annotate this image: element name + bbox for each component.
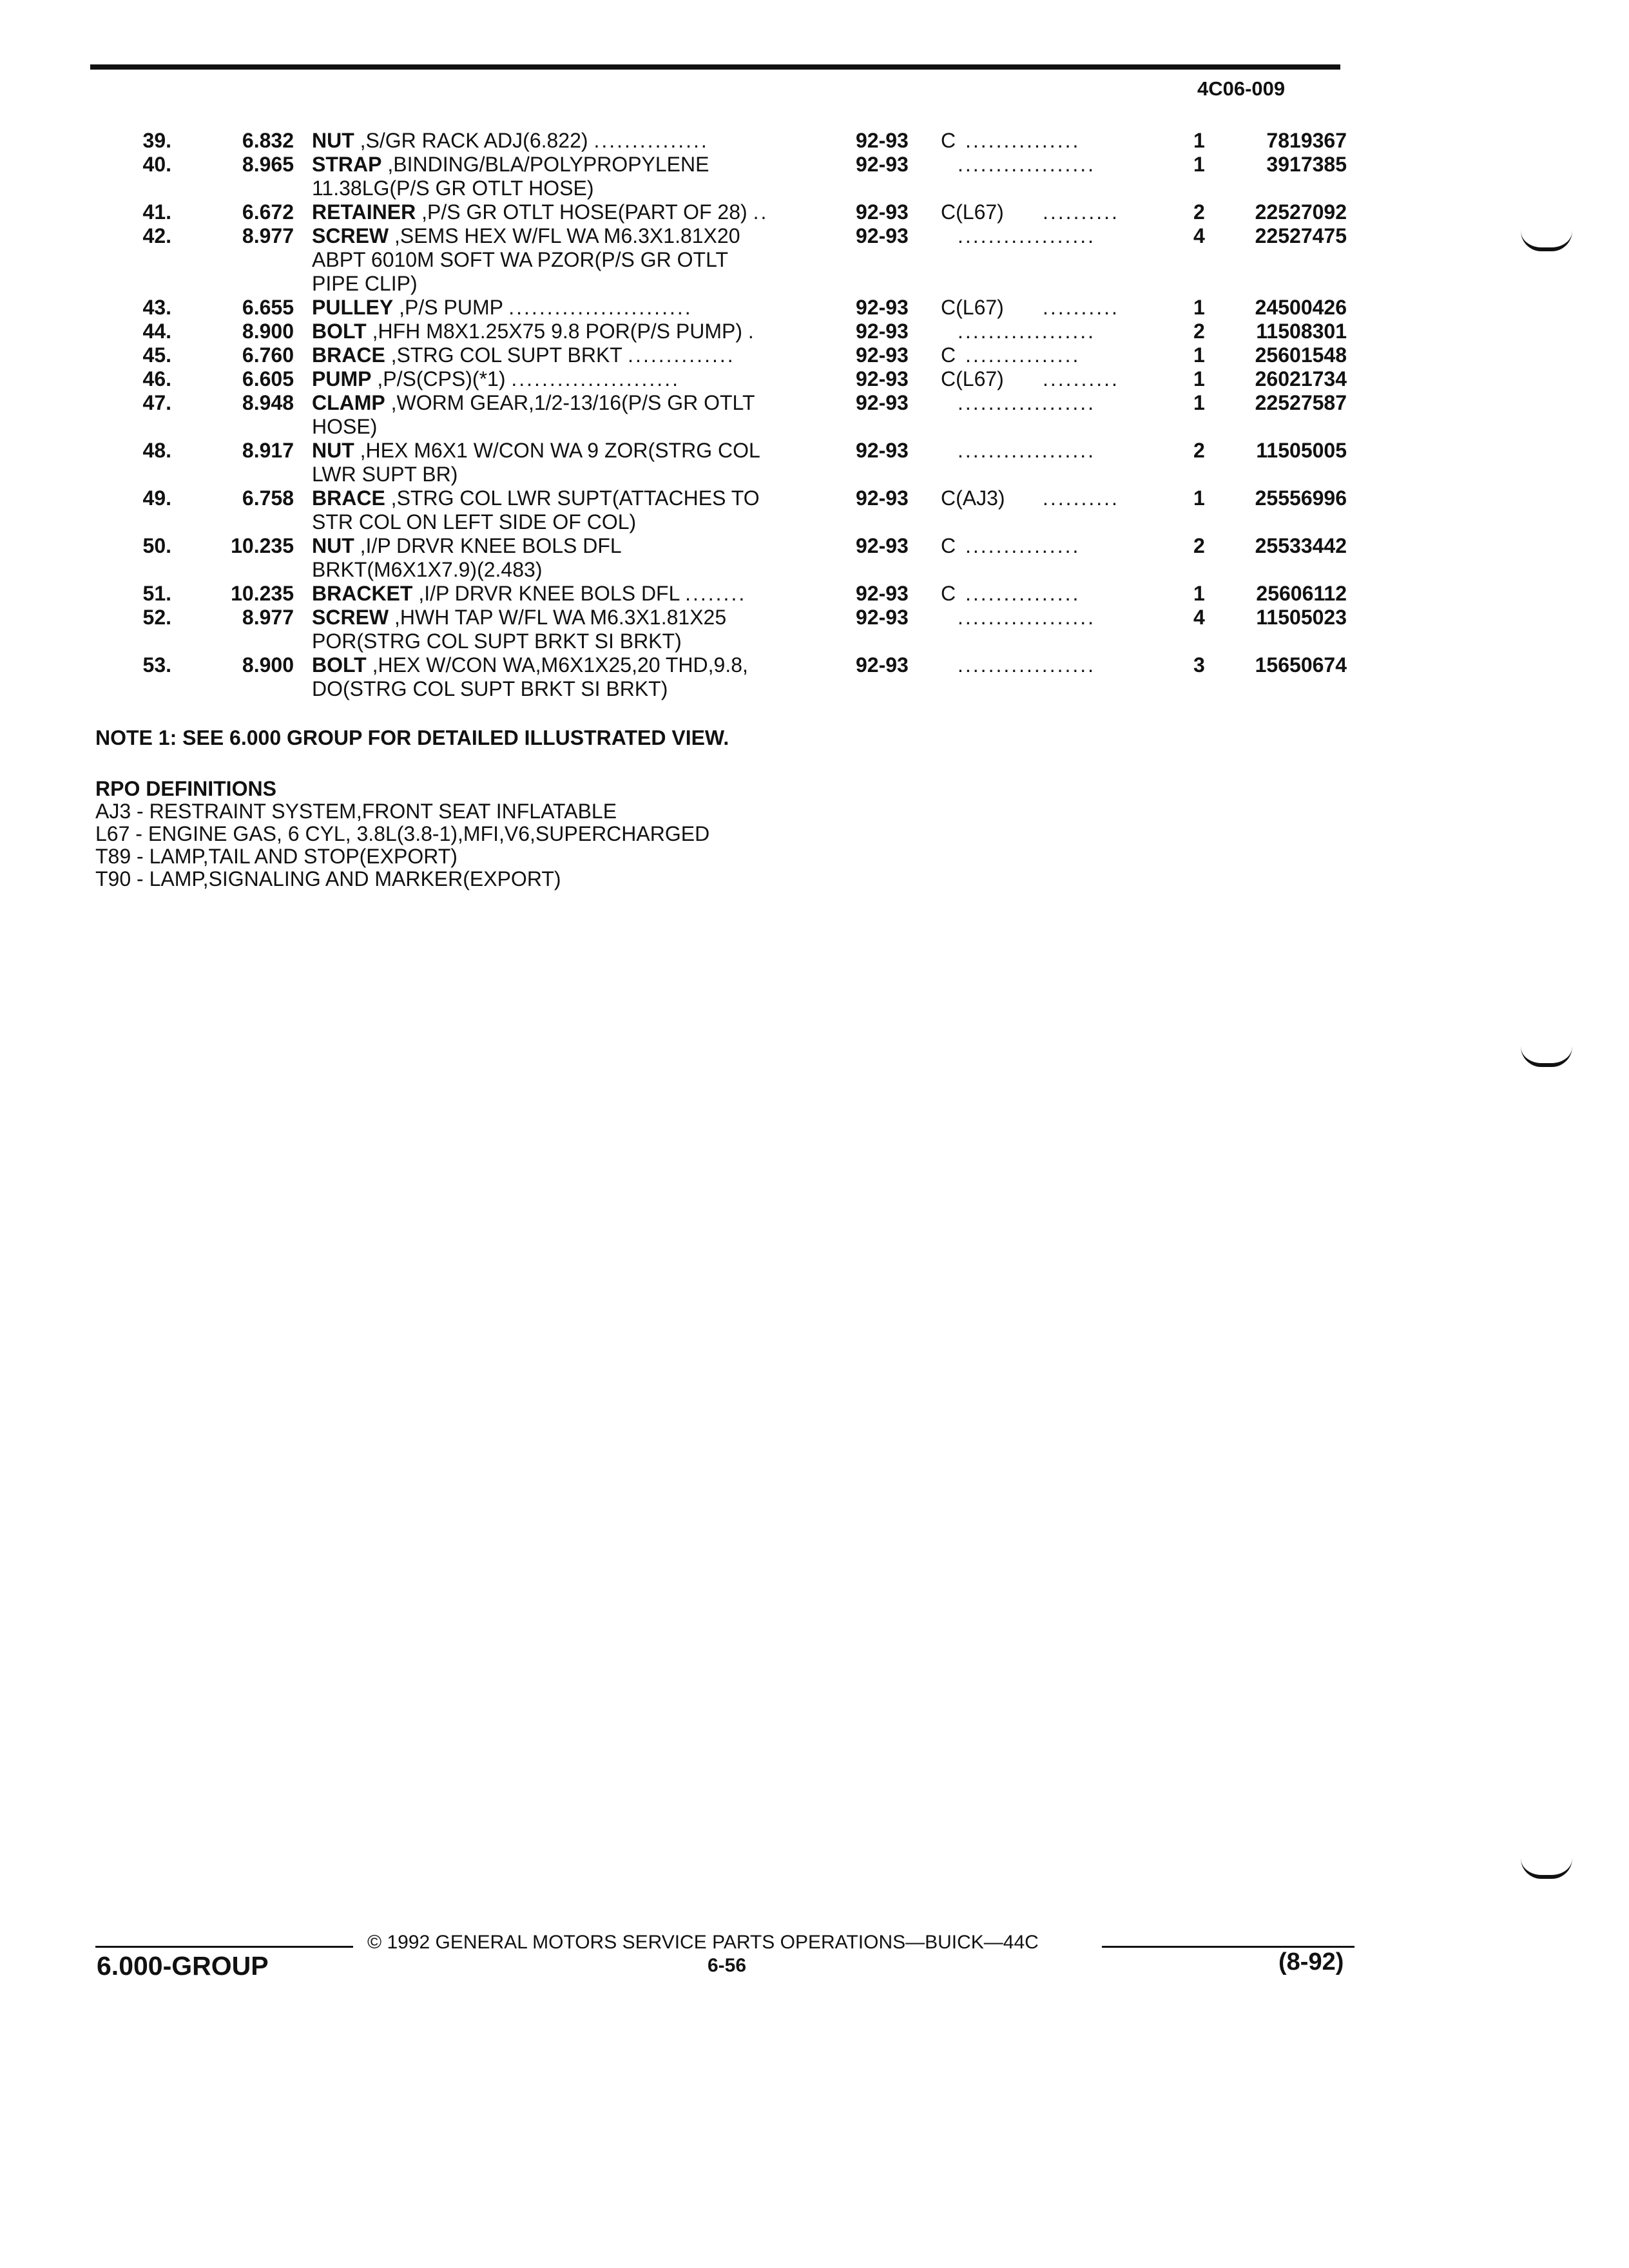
- option-code: C(AJ3): [941, 486, 1005, 510]
- quantity: 1: [1193, 391, 1205, 414]
- leader-dots: ..................: [958, 153, 1096, 176]
- parts-row-continuation: [0, 558, 1629, 582]
- leader-dots: ..........: [1043, 486, 1119, 510]
- quantity: 1: [1193, 343, 1205, 367]
- group-number: 6.758: [242, 486, 294, 510]
- part-detail: ,P/S GR OTLT HOSE(PART OF 28): [421, 200, 747, 224]
- part-detail: ,HEX M6X1 W/CON WA 9 ZOR(STRG COL: [360, 439, 760, 462]
- part-description: [312, 153, 709, 177]
- parts-row: [0, 343, 1629, 367]
- leader-dots: ..................: [958, 320, 1096, 343]
- part-detail: ,HWH TAP W/FL WA M6.3X1.81X25: [394, 606, 727, 629]
- part-description: [312, 534, 622, 558]
- group-number: 8.977: [242, 224, 294, 247]
- leader-dots: ...............: [965, 534, 1081, 557]
- parts-row: [0, 200, 1629, 224]
- part-name: PUMP: [312, 367, 372, 390]
- leader-dots: ........: [685, 582, 747, 605]
- parts-row: [0, 153, 1629, 177]
- part-name: SCREW: [312, 224, 389, 247]
- group-number: 8.948: [242, 391, 294, 414]
- part-description: POR(STRG COL SUPT BRKT SI BRKT): [312, 629, 682, 653]
- rpo-item: T89 - LAMP,TAIL AND STOP(EXPORT): [95, 845, 458, 868]
- parts-row: [0, 439, 1629, 463]
- quantity: 2: [1193, 320, 1205, 343]
- item-number: 44.: [142, 320, 171, 343]
- page-code: 4C06-009: [1197, 77, 1286, 100]
- footer-rule-right: [1102, 1946, 1354, 1948]
- parts-row: [0, 486, 1629, 510]
- part-description: HOSE): [312, 415, 378, 438]
- quantity: 3: [1193, 653, 1205, 677]
- rpo-heading: RPO DEFINITIONS: [95, 777, 276, 800]
- part-name: BRACKET: [312, 582, 413, 605]
- group-number: 8.965: [242, 153, 294, 176]
- parts-row-continuation: [0, 510, 1629, 534]
- part-detail: ,HEX W/CON WA,M6X1X25,20 THD,9.8,: [372, 653, 748, 677]
- part-description: 11.38LG(P/S GR OTLT HOSE): [312, 177, 594, 200]
- model-years: 92-93: [856, 439, 909, 462]
- group-number: 6.605: [242, 367, 294, 390]
- quantity: 2: [1193, 200, 1205, 224]
- quantity: 1: [1193, 582, 1205, 605]
- group-number: 10.235: [231, 582, 294, 605]
- part-number: 24500426: [1255, 296, 1347, 319]
- leader-dots: ..........: [1043, 367, 1119, 390]
- option-code: C(L67): [941, 367, 1004, 390]
- item-number: 40.: [142, 153, 171, 176]
- part-description: [312, 224, 740, 248]
- part-name: BRACE: [312, 486, 385, 510]
- part-description: [312, 129, 709, 153]
- item-number: 39.: [142, 129, 171, 152]
- footer-date: (8-92): [1278, 1948, 1344, 1975]
- leader-dots: ........................: [508, 296, 693, 319]
- part-name: BRACE: [312, 343, 385, 367]
- part-description: [312, 391, 755, 415]
- model-years: 92-93: [856, 582, 909, 605]
- model-years: 92-93: [856, 153, 909, 176]
- option-code: C(L67): [941, 200, 1004, 224]
- part-detail: ,I/P DRVR KNEE BOLS DFL: [360, 534, 622, 557]
- parts-row-continuation: [0, 248, 1629, 272]
- leader-dots: ..................: [958, 439, 1096, 462]
- part-number: 25556996: [1255, 486, 1347, 510]
- part-description: [312, 606, 726, 629]
- part-detail: ,BINDING/BLA/POLYPROPYLENE: [387, 153, 709, 176]
- group-number: 8.977: [242, 606, 294, 629]
- footer-group: 6.000-GROUP: [97, 1951, 269, 1981]
- part-name: NUT: [312, 534, 354, 557]
- part-name: CLAMP: [312, 391, 385, 414]
- quantity: 1: [1193, 296, 1205, 319]
- parts-row: [0, 582, 1629, 606]
- parts-row: [0, 129, 1629, 153]
- part-detail: ,SEMS HEX W/FL WA M6.3X1.81X20: [394, 224, 740, 247]
- quantity: 4: [1193, 224, 1205, 247]
- rpo-item: AJ3 - RESTRAINT SYSTEM,FRONT SEAT INFLATABLE: [95, 800, 617, 823]
- binder-mark: [1521, 1858, 1572, 1879]
- option-code: C: [941, 582, 956, 605]
- model-years: 92-93: [856, 296, 909, 319]
- model-years: 92-93: [856, 606, 909, 629]
- parts-row: [0, 606, 1629, 629]
- part-description: LWR SUPT BR): [312, 463, 458, 486]
- footer-page-number: 6-56: [708, 1955, 747, 1976]
- part-name: SCREW: [312, 606, 389, 629]
- item-number: 45.: [142, 343, 171, 367]
- group-number: 10.235: [231, 534, 294, 557]
- part-detail: ,STRG COL LWR SUPT(ATTACHES TO: [390, 486, 760, 510]
- item-number: 52.: [142, 606, 171, 629]
- option-code: C(L67): [941, 296, 1004, 319]
- model-years: 92-93: [856, 391, 909, 414]
- group-number: 6.655: [242, 296, 294, 319]
- parts-row-continuation: [0, 629, 1629, 653]
- part-number: 22527587: [1255, 391, 1347, 414]
- model-years: 92-93: [856, 129, 909, 152]
- part-description: [312, 582, 746, 606]
- leader-dots: ...............: [965, 582, 1081, 605]
- header-rule: [90, 64, 1340, 70]
- quantity: 2: [1193, 534, 1205, 557]
- part-detail: ,P/S(CPS)(*1): [377, 367, 506, 390]
- part-description: [312, 486, 760, 510]
- model-years: 92-93: [856, 486, 909, 510]
- parts-row: [0, 224, 1629, 248]
- footer-copyright: © 1992 GENERAL MOTORS SERVICE PARTS OPERATIONS—BUICK—44C: [367, 1932, 1039, 1953]
- group-number: 8.900: [242, 653, 294, 677]
- quantity: 1: [1193, 153, 1205, 176]
- group-number: 6.832: [242, 129, 294, 152]
- part-name: STRAP: [312, 153, 382, 176]
- item-number: 48.: [142, 439, 171, 462]
- parts-row-continuation: [0, 463, 1629, 486]
- part-number: 3917385: [1266, 153, 1347, 176]
- quantity: 1: [1193, 367, 1205, 390]
- leader-dots: ..: [753, 200, 769, 224]
- parts-row: [0, 320, 1629, 343]
- part-name: RETAINER: [312, 200, 416, 224]
- item-number: 42.: [142, 224, 171, 247]
- option-code: C: [941, 343, 956, 367]
- quantity: 1: [1193, 129, 1205, 152]
- parts-row: [0, 534, 1629, 558]
- quantity: 4: [1193, 606, 1205, 629]
- item-number: 47.: [142, 391, 171, 414]
- part-detail: ,WORM GEAR,1/2-13/16(P/S GR OTLT: [390, 391, 755, 414]
- parts-row: [0, 296, 1629, 320]
- part-description: [312, 367, 680, 391]
- option-code: C: [941, 129, 956, 152]
- leader-dots: .: [747, 320, 756, 343]
- part-number: 26021734: [1255, 367, 1347, 390]
- item-number: 50.: [142, 534, 171, 557]
- parts-list: [0, 129, 1629, 701]
- leader-dots: ...............: [965, 129, 1081, 152]
- part-detail: ,P/S PUMP: [399, 296, 503, 319]
- part-description: [312, 296, 693, 320]
- part-number: 11505005: [1256, 439, 1347, 462]
- leader-dots: ..................: [958, 653, 1096, 677]
- part-name: NUT: [312, 439, 354, 462]
- part-number: 11508301: [1256, 320, 1347, 343]
- part-number: 22527092: [1255, 200, 1347, 224]
- rpo-item: T90 - LAMP,SIGNALING AND MARKER(EXPORT): [95, 867, 561, 890]
- item-number: 41.: [142, 200, 171, 224]
- leader-dots: ..............: [628, 343, 735, 367]
- option-code: C: [941, 534, 956, 557]
- quantity: 2: [1193, 439, 1205, 462]
- part-description: DO(STRG COL SUPT BRKT SI BRKT): [312, 677, 668, 700]
- part-description: [312, 439, 760, 463]
- group-number: 8.900: [242, 320, 294, 343]
- part-name: BOLT: [312, 653, 367, 677]
- part-description: BRKT(M6X1X7.9)(2.483): [312, 558, 543, 581]
- leader-dots: ..................: [958, 391, 1096, 414]
- leader-dots: ..................: [958, 606, 1096, 629]
- model-years: 92-93: [856, 653, 909, 677]
- part-number: 15650674: [1255, 653, 1347, 677]
- part-description: STR COL ON LEFT SIDE OF COL): [312, 510, 637, 533]
- model-years: 92-93: [856, 224, 909, 247]
- item-number: 51.: [142, 582, 171, 605]
- part-detail: ,HFH M8X1.25X75 9.8 POR(P/S PUMP): [372, 320, 743, 343]
- item-number: 49.: [142, 486, 171, 510]
- part-number: 25601548: [1255, 343, 1347, 367]
- model-years: 92-93: [856, 367, 909, 390]
- item-number: 46.: [142, 367, 171, 390]
- part-number: 25606112: [1256, 582, 1347, 605]
- leader-dots: ..........: [1043, 296, 1119, 319]
- part-name: PULLEY: [312, 296, 394, 319]
- leader-dots: ..................: [958, 224, 1096, 247]
- part-name: NUT: [312, 129, 354, 152]
- note-text: NOTE 1: SEE 6.000 GROUP FOR DETAILED ILLUSTRATED VIEW.: [95, 726, 729, 749]
- part-detail: ,STRG COL SUPT BRKT: [390, 343, 622, 367]
- rpo-definitions: [95, 778, 709, 890]
- rpo-item: L67 - ENGINE GAS, 6 CYL, 3.8L(3.8-1),MFI,V6,SUPERCHARGED: [95, 822, 710, 845]
- footer-rule-left: [95, 1946, 353, 1948]
- part-number: 22527475: [1255, 224, 1347, 247]
- parts-row: [0, 653, 1629, 677]
- leader-dots: ...............: [593, 129, 709, 152]
- model-years: 92-93: [856, 320, 909, 343]
- group-number: 6.760: [242, 343, 294, 367]
- parts-row: [0, 367, 1629, 391]
- parts-row-continuation: [0, 272, 1629, 296]
- model-years: 92-93: [856, 343, 909, 367]
- parts-row-continuation: [0, 177, 1629, 200]
- part-detail: ,S/GR RACK ADJ(6.822): [360, 129, 588, 152]
- parts-row-continuation: [0, 415, 1629, 439]
- group-number: 8.917: [242, 439, 294, 462]
- leader-dots: ..........: [1043, 200, 1119, 224]
- group-number: 6.672: [242, 200, 294, 224]
- part-name: BOLT: [312, 320, 367, 343]
- model-years: 92-93: [856, 534, 909, 557]
- part-description: [312, 320, 756, 343]
- part-description: PIPE CLIP): [312, 272, 418, 295]
- part-description: [312, 343, 735, 367]
- part-number: 25533442: [1255, 534, 1347, 557]
- part-number: 7819367: [1266, 129, 1347, 152]
- part-description: [312, 653, 748, 677]
- part-detail: ,I/P DRVR KNEE BOLS DFL: [418, 582, 680, 605]
- part-description: [312, 200, 768, 224]
- model-years: 92-93: [856, 200, 909, 224]
- parts-row-continuation: [0, 677, 1629, 701]
- part-description: ABPT 6010M SOFT WA PZOR(P/S GR OTLT: [312, 248, 729, 271]
- leader-dots: ...............: [965, 343, 1081, 367]
- item-number: 53.: [142, 653, 171, 677]
- item-number: 43.: [142, 296, 171, 319]
- leader-dots: ......................: [511, 367, 680, 390]
- binder-mark: [1521, 1046, 1572, 1067]
- quantity: 1: [1193, 486, 1205, 510]
- parts-row: [0, 391, 1629, 415]
- part-number: 11505023: [1256, 606, 1347, 629]
